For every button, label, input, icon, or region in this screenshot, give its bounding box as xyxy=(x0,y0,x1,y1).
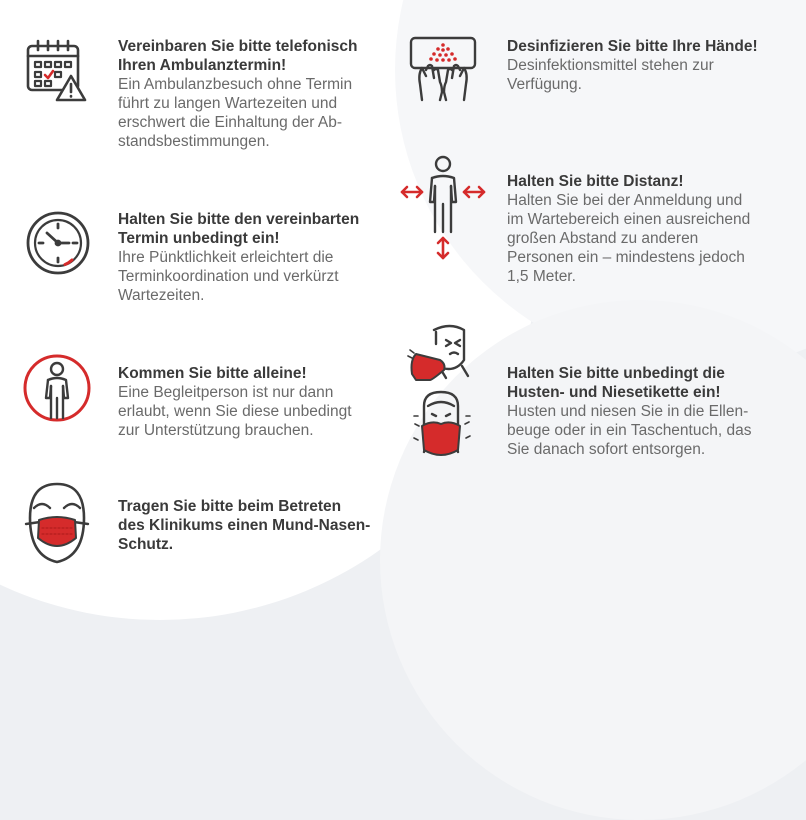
cough-sneeze-icon xyxy=(406,320,476,475)
body-line: erlaubt, wenn Sie diese unbedingt xyxy=(118,403,352,420)
title-line: Tragen Sie bitte beim Betreten xyxy=(118,498,342,515)
item-body xyxy=(507,56,797,94)
title-line: Desinfizieren Sie bitte Ihre Hände! xyxy=(507,38,758,55)
item-body xyxy=(118,75,398,151)
body-line: erschwert die Einhaltung der Ab- xyxy=(118,114,343,131)
body-line: zur Unterstützung brauchen. xyxy=(118,422,314,439)
body-line: beuge oder in ein Taschentuch, das xyxy=(507,422,752,439)
item-body xyxy=(118,383,398,440)
hand-disinfection-icon xyxy=(408,34,478,109)
item-title xyxy=(507,364,802,402)
body-line: Ein Ambulanzbesuch ohne Termin xyxy=(118,76,353,93)
body-line: großen Abstand zu anderen xyxy=(507,230,699,247)
body-line: Husten und niesen Sie in die Ellen- xyxy=(507,403,749,420)
body-line: Wartezeiten. xyxy=(118,287,205,304)
item-body xyxy=(507,191,802,286)
item-body xyxy=(507,402,802,459)
item-body xyxy=(118,248,398,305)
body-line: standsbestimmungen. xyxy=(118,133,270,150)
body-line: Personen ein – mindestens jedoch xyxy=(507,249,745,266)
item-title xyxy=(507,37,797,56)
title-line: Schutz. xyxy=(118,536,174,553)
item-title xyxy=(118,364,398,383)
item-title xyxy=(118,497,408,554)
title-line: Halten Sie bitte den vereinbarten xyxy=(118,211,360,228)
title-line: Halten Sie bitte Distanz! xyxy=(507,173,684,190)
person-alone-icon xyxy=(22,352,92,429)
item-title xyxy=(118,37,398,75)
title-line: Ihren Ambulanztermin! xyxy=(118,57,287,74)
calendar-warning-icon xyxy=(25,38,89,109)
body-line: Ihre Pünktlichkeit erleichtert die xyxy=(118,249,334,266)
distance-person-icon xyxy=(398,152,488,269)
body-line: 1,5 Meter. xyxy=(507,268,576,285)
body-line: im Wartebereich einen ausreichend xyxy=(507,211,751,228)
body-line: führt zu langen Wartezeiten und xyxy=(118,95,338,112)
body-line: Sie danach sofort entsorgen. xyxy=(507,441,706,458)
face-mask-icon xyxy=(22,478,92,573)
title-line: Vereinbaren Sie bitte telefonisch xyxy=(118,38,358,55)
item-title xyxy=(118,210,398,248)
item-title xyxy=(507,172,802,191)
title-line: des Klinikums einen Mund-Nasen- xyxy=(118,517,371,534)
body-line: Verfügung. xyxy=(507,76,582,93)
title-line: Halten Sie bitte unbedingt die xyxy=(507,365,725,382)
clock-icon xyxy=(25,210,91,281)
body-line: Eine Begleitperson ist nur dann xyxy=(118,384,334,401)
body-line: Desinfektionsmittel stehen zur xyxy=(507,57,714,74)
body-line: Terminkoordination und verkürzt xyxy=(118,268,339,285)
title-line: Husten- und Niesetikette ein! xyxy=(507,384,721,401)
title-line: Termin unbedingt ein! xyxy=(118,230,280,247)
body-line: Halten Sie bei der Anmeldung und xyxy=(507,192,743,209)
title-line: Kommen Sie bitte alleine! xyxy=(118,365,307,382)
